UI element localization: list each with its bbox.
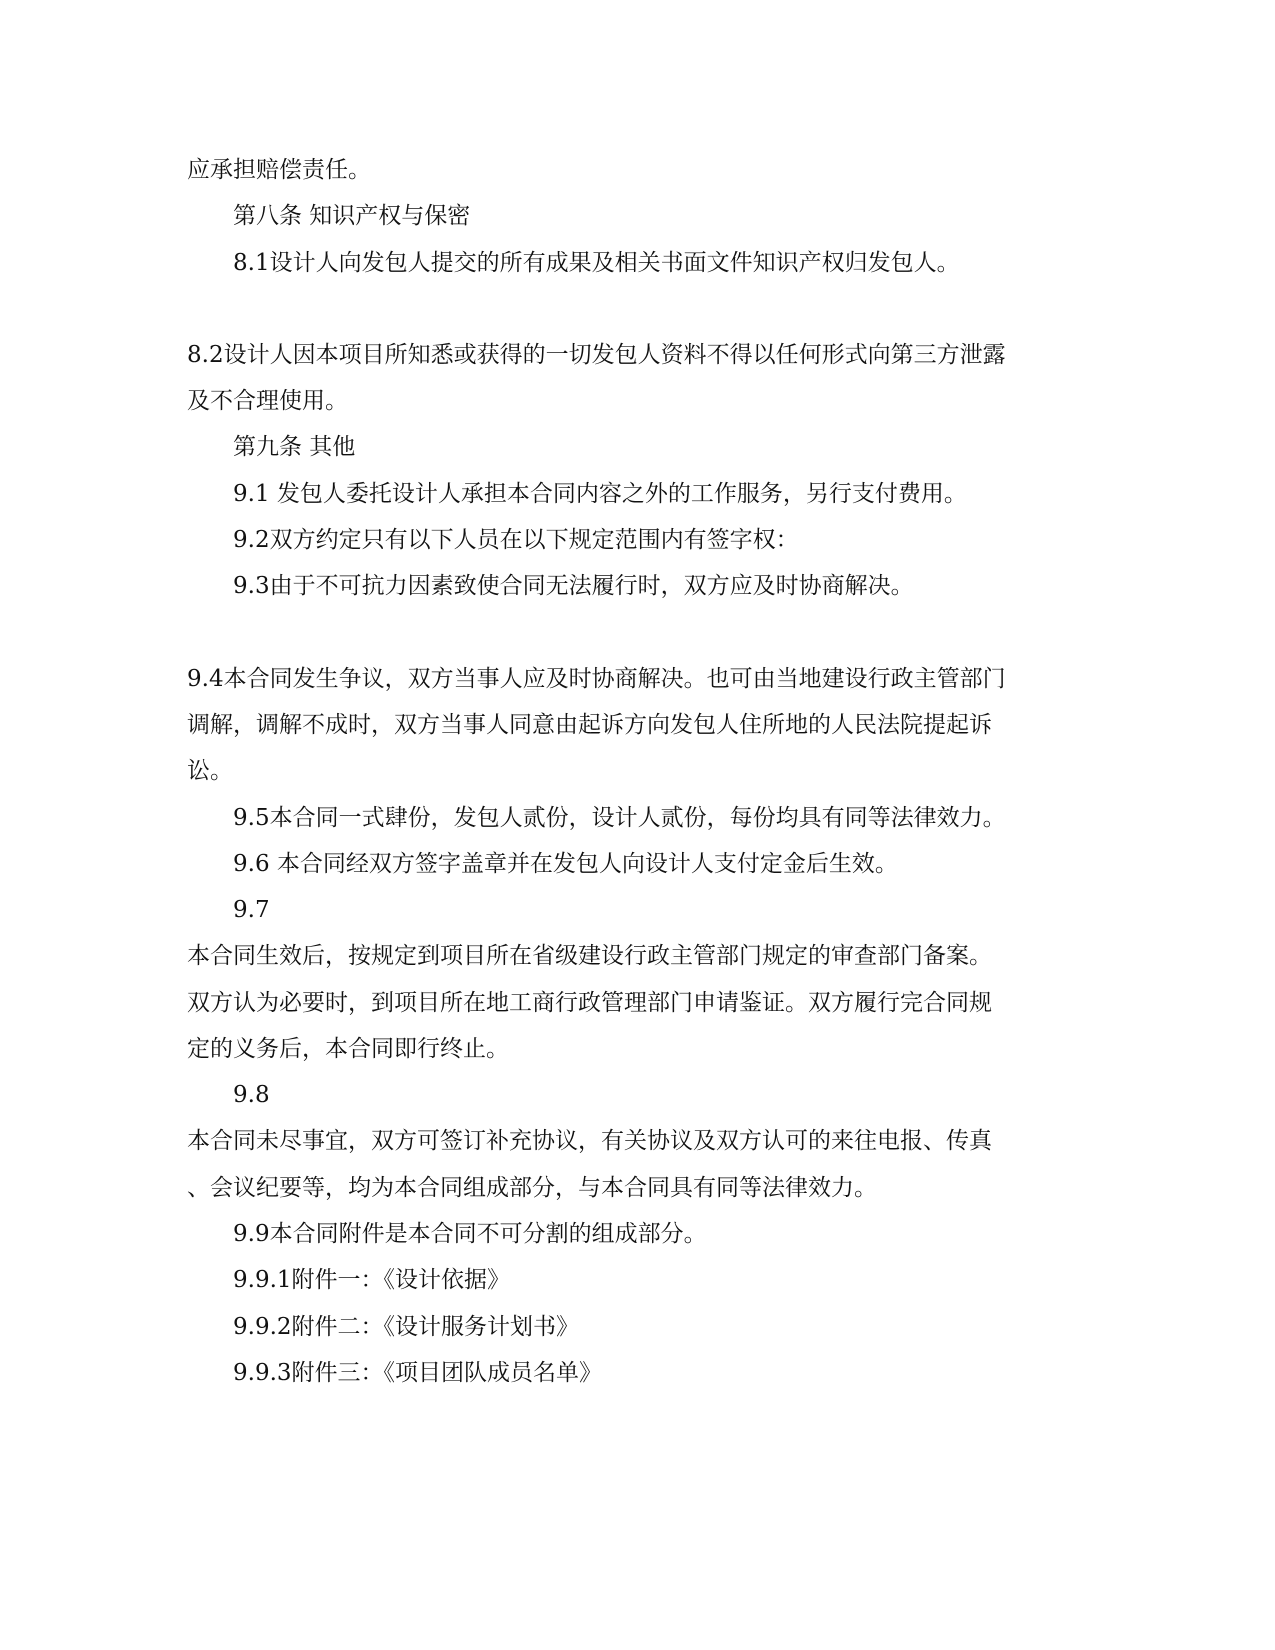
clause-9-5: 9.5本合同一式肆份，发包人贰份，设计人贰份，每份均具有同等法律效力。: [233, 805, 1006, 831]
clause-8-2-line-1: 8.2设计人因本项目所知悉或获得的一切发包人资料不得以任何形式向第三方泄露: [187, 342, 1006, 368]
clause-9-6: 9.6 本合同经双方签字盖章并在发包人向设计人支付定金后生效。: [233, 851, 898, 877]
clause-9-9-1: 9.9.1附件一：《设计依据》: [233, 1267, 511, 1293]
clause-9-8-line-1: 本合同未尽事宜，双方可签订补充协议，有关协议及双方认可的来往电报、传真: [187, 1128, 992, 1154]
clause-9-8-line-2: 、会议纪要等，均为本合同组成部分，与本合同具有同等法律效力。: [187, 1175, 877, 1201]
clause-9-9-3: 9.9.3附件三：《项目团队成员名单》: [233, 1360, 603, 1386]
clause-9-7-line-1: 本合同生效后，按规定到项目所在省级建设行政主管部门规定的审查部门备案。: [187, 943, 992, 969]
clause-9-9-2: 9.9.2附件二：《设计服务计划书》: [233, 1314, 580, 1340]
clause-9-4-line-1: 9.4本合同发生争议，双方当事人应及时协商解决。也可由当地建设行政主管部门: [187, 666, 1006, 692]
clause-9-4-line-2: 调解，调解不成时，双方当事人同意由起诉方向发包人住所地的人民法院提起诉: [187, 712, 992, 738]
article-9-heading: 第九条 其他: [233, 434, 356, 460]
clause-8-2-line-2: 及不合理使用。: [187, 388, 348, 414]
clause-9-8-number: 9.8: [233, 1082, 270, 1108]
text-line-1: 应承担赔偿责任。: [187, 157, 371, 183]
clause-9-1: 9.1 发包人委托设计人承担本合同内容之外的工作服务，另行支付费用。: [233, 481, 967, 507]
clause-9-2: 9.2双方约定只有以下人员在以下规定范围内有签字权：: [233, 527, 799, 553]
article-8-heading: 第八条 知识产权与保密: [233, 203, 471, 229]
clause-9-7-number: 9.7: [233, 897, 270, 923]
clause-9-7-line-2: 双方认为必要时，到项目所在地工商行政管理部门申请鉴证。双方履行完合同规: [187, 990, 992, 1016]
clause-9-7-line-3: 定的义务后，本合同即行终止。: [187, 1036, 509, 1062]
clause-9-9: 9.9本合同附件是本合同不可分割的组成部分。: [233, 1221, 707, 1247]
clause-9-4-line-3: 讼。: [187, 758, 233, 784]
clause-9-3: 9.3由于不可抗力因素致使合同无法履行时，双方应及时协商解决。: [233, 573, 914, 599]
clause-8-1: 8.1设计人向发包人提交的所有成果及相关书面文件知识产权归发包人。: [233, 250, 960, 276]
